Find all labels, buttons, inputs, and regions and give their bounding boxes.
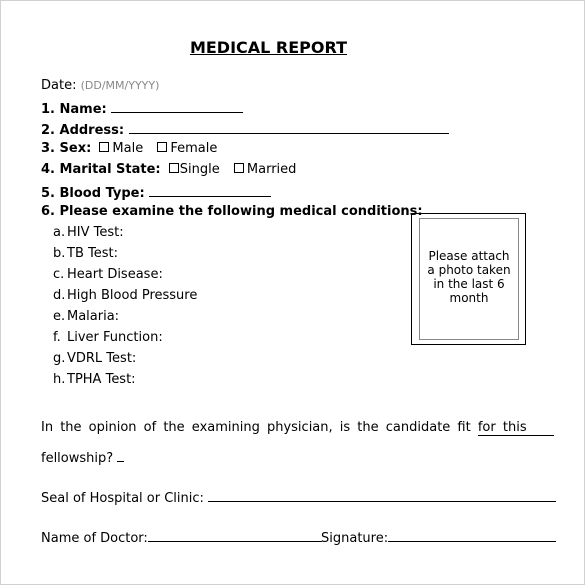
doctor-label: Name of Doctor: [41,531,148,546]
condition-item: a. HIV Test: [53,225,124,240]
opinion-line-2 [41,448,124,466]
single-option-label: Single [179,162,220,177]
female-option-label: Female [170,141,218,156]
name-field[interactable] [111,99,243,113]
condition-item: g. VDRL Test: [53,351,137,366]
male-checkbox[interactable] [99,142,109,152]
condition-item: b. TB Test: [53,246,118,261]
opinion-tail: for this [478,420,554,436]
address-field[interactable] [129,120,449,134]
condition-item: d. High Blood Pressure [53,288,198,303]
photo-instructions: Please attach a photo taken in the last 6 month [427,249,511,305]
condition-item: e. Malaria: [53,309,120,324]
blood-type-label: 5. Blood Type: [41,186,145,201]
opinion-line-1 [41,420,554,436]
date-row [41,78,159,93]
fellowship-answer-field[interactable] [117,448,124,462]
date-label: Date: [41,78,77,93]
doctor-field[interactable] [148,528,322,542]
sex-row [41,141,217,156]
marital-label: 4. Marital State: [41,162,161,177]
opinion-text: In the opinion of the examining physician, is the candidate fit [41,420,471,435]
exam-heading: 6. Please examine the following medical conditions: [41,204,423,219]
page-title: MEDICAL REPORT [189,38,348,57]
male-option-label: Male [112,141,144,156]
sex-label: 3. Sex: [41,141,92,156]
name-label: 1. Name: [41,102,107,117]
date-placeholder: (DD/MM/YYYY) [80,79,160,92]
condition-item: c. Heart Disease: [53,267,163,282]
married-checkbox[interactable] [234,163,244,173]
married-option-label: Married [246,162,297,177]
seal-row [41,488,556,506]
seal-field[interactable] [208,488,556,502]
female-checkbox[interactable] [157,142,167,152]
signature-row [321,528,556,546]
name-row [41,99,243,117]
signature-label: Signature: [321,531,389,546]
signature-field[interactable] [388,528,556,542]
doctor-row [41,528,322,546]
address-label: 2. Address: [41,123,125,138]
fellowship-label: fellowship? [41,451,114,466]
single-checkbox[interactable] [169,163,179,173]
condition-item: f. Liver Function: [53,330,163,345]
photo-frame[interactable] [419,218,519,340]
photo-box [411,213,526,345]
address-row [41,120,449,138]
condition-item: h. TPHA Test: [53,372,136,387]
seal-label: Seal of Hospital or Clinic: [41,491,204,506]
marital-row [41,162,296,177]
blood-type-row [41,183,271,201]
blood-type-field[interactable] [149,183,271,197]
